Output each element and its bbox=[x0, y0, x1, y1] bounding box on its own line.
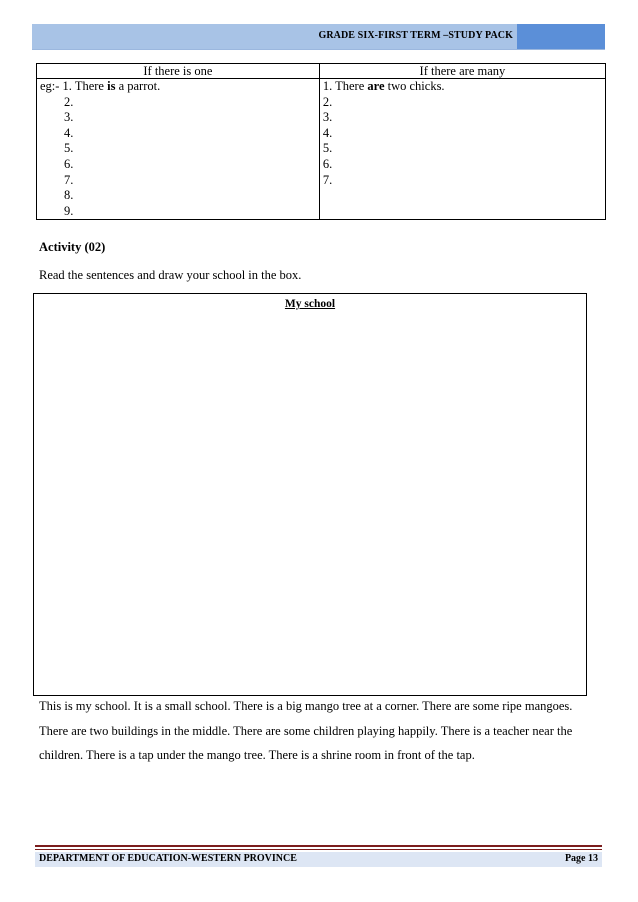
blank-row: 7. bbox=[322, 172, 333, 187]
activity-title: Activity (02) bbox=[39, 240, 106, 254]
paragraph-line: There are two buildings in the middle. There are some children playing happily. There is a teacher near the bbox=[39, 723, 573, 738]
footer-rule bbox=[35, 845, 602, 847]
example-row-many bbox=[323, 79, 602, 95]
blank-row: 7. bbox=[64, 172, 74, 187]
blank-row: 3. bbox=[64, 110, 74, 125]
column-header-many: If there are many bbox=[319, 64, 605, 79]
example-text: two chicks. bbox=[384, 79, 445, 93]
blank-row: 2. bbox=[64, 94, 74, 109]
blank-row: 6. bbox=[64, 156, 74, 171]
example-text: 1. There bbox=[322, 79, 368, 93]
sentence-table bbox=[36, 63, 606, 220]
paragraph-line: children. There is a tap under the mango tree. There is a shrine room in front of the tap. bbox=[39, 748, 475, 762]
activity-instruction: Read the sentences and draw your school in the box. bbox=[39, 268, 302, 282]
column-many-cell bbox=[319, 79, 605, 220]
drawing-box-title: My school bbox=[284, 298, 336, 310]
header-accent-block bbox=[517, 24, 605, 49]
description-paragraph bbox=[39, 694, 599, 768]
example-row-one bbox=[40, 79, 316, 95]
column-header-one: If there is one bbox=[37, 64, 320, 79]
blank-row: 4. bbox=[322, 125, 333, 140]
example-bold-word: is bbox=[107, 79, 116, 93]
column-one-cell bbox=[37, 79, 320, 220]
blank-row: 9. bbox=[64, 203, 74, 218]
blank-row: 5. bbox=[322, 141, 333, 156]
header-band bbox=[32, 24, 605, 49]
blank-row: 5. bbox=[64, 141, 74, 156]
header-title: GRADE SIX-FIRST TERM –STUDY PACK bbox=[318, 30, 513, 41]
blank-row: 4. bbox=[64, 125, 74, 140]
example-text: eg:- 1. There bbox=[40, 79, 108, 93]
drawing-box[interactable] bbox=[33, 293, 587, 696]
page-number: Page 13 bbox=[564, 853, 598, 864]
footer-rule-thin bbox=[35, 849, 602, 850]
blank-row: 3. bbox=[322, 110, 333, 125]
blank-row: 8. bbox=[64, 188, 74, 203]
example-bold-word: are bbox=[367, 79, 385, 93]
paragraph-line: This is my school. It is a small school. There is a big mango tree at a corner. There are some ripe mangoes. bbox=[39, 699, 573, 713]
header-divider bbox=[32, 49, 605, 50]
blank-row: 2. bbox=[322, 94, 333, 109]
blank-row: 6. bbox=[322, 156, 333, 171]
example-text: a parrot. bbox=[115, 79, 161, 93]
footer-department: DEPARTMENT OF EDUCATION-WESTERN PROVINCE bbox=[39, 853, 297, 864]
